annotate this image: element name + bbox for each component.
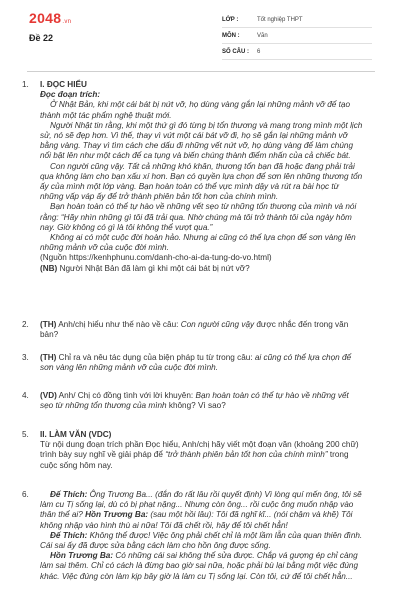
subject-value: Văn [257, 33, 268, 39]
level-tag: (TH) [40, 320, 57, 329]
question-number: 6. [22, 490, 29, 499]
reading-label: Đọc đoạn trích: [40, 90, 101, 100]
meta-divider [222, 43, 372, 44]
question-number: 2. [22, 320, 29, 329]
question-prompt: (NB) Người Nhật Bản đã làm gì khi một cái bát bị nứt vỡ? [40, 263, 250, 273]
speaker-name: Đế Thích: [50, 490, 88, 499]
question-number: 3. [22, 353, 29, 362]
meta-divider [222, 59, 372, 60]
dialogue-line: Đế Thích: Không thể được! Việc ông phải chết chỉ là một lầm lẫn của quan thiên đình. Cái sai ấy đã được sửa bằng cách làm cho hồn ông được sống. [40, 530, 363, 551]
passage-paragraph: Con người cũng vậy. Tất cả những khó khăn, thương tổn bạn đã hoặc đang phải trải qua không làm cho bạn xấu xí hơn. Bạn có quyền lựa chọn để sơn lên những thương tổn ấy của mình một lớp vàng. Bạn hoàn toàn có thể vực mình dậy và rút ra bài học từ những vấp váp ấy để trở thành phiên bản tốt hơn của chính mình. [40, 161, 363, 202]
question-number: 1. [22, 80, 29, 89]
question-body: (TH) Chỉ ra và nêu tác dụng của biện pháp tu từ trong câu: ai cũng có thể lựa chọn để sơn vàng lên những mảnh vỡ của cuộc đời mình. [40, 353, 352, 373]
section-title: I. ĐỌC HIỂU [40, 80, 87, 89]
speaker-name: Hồn Trương Ba: [85, 510, 149, 520]
quoted-text: “trở thành phiên bản tốt hơn của chính mình” [165, 450, 328, 460]
exam-header [0, 0, 400, 72]
class-label: LỚP : [222, 17, 239, 23]
subject-label: MÔN : [222, 33, 240, 39]
passage-paragraph: Người Nhật tin rằng, khi một thứ gì đó từng bị tổn thương và mang trong mình một lịch sử, nó sẽ đẹp hơn. Vì thế, thay vì vứt một cái bát vỡ đi, họ sẽ gắn lại những mảnh vỡ bằng vàng. Thay vì tìm cách che dấu đi những vết nứt vỡ, họ dùng vàng để làm chúng nổi bật lên như một cách để ca tụng và biến chúng thành điểm nhấn của cả chiếc bát. [40, 120, 363, 161]
header-divider [27, 71, 375, 72]
site-logo[interactable]: 2048.vn [29, 10, 72, 26]
speaker-name: Hồn Trương Ba: [50, 551, 114, 561]
question-number: 5. [22, 430, 29, 439]
passage-paragraph: Không ai có một cuộc đời hoàn hảo. Nhưng ai cũng có thể lựa chọn để sơn vàng lên những mảnh vỡ của cuộc đời mình. [40, 233, 356, 253]
passage-source: (Nguồn https://kenhphunu.com/danh-cho-ai-da-tung-do-vo.html) [40, 253, 272, 263]
question-body [40, 490, 364, 582]
meta-divider [222, 27, 372, 28]
quoted-text: Bạn hoàn toàn có thể tự hào về những vết sẹo từ những tổn thương của mình [40, 391, 349, 411]
question-number: 4. [22, 391, 29, 400]
level-tag: (NB) [40, 263, 58, 273]
dialogue-line: Đế Thích: Ông Trương Ba... (đắn đo rất lâu rồi quyết định) Vì lòng quí mến ông, tôi sẽ làm cu Tị sống lại, dù có bị phạt nặng... Nhưng còn ông... rồi cuộc ông muốn nhập vào thân thể ai? Hồn Trương Ba: (sau một hồi lâu): Tôi đã nghĩ kĩ... (nói chậm và khẽ) Tôi không nhập vào hình thù ai nữa! Tôi đã chết rồi, hãy để tôi chết hẳn! [40, 490, 362, 530]
passage-paragraph: Bạn hoàn toàn có thể tự hào về những vết sẹo từ những tổn thương của mình và nói rằng: “Hãy nhìn những gì tôi đã trải qua. Nhờ chúng mà tôi trở thành tôi của ngày hôm nay. Giờ không có gì là tôi không thể vượt qua.” [40, 202, 357, 232]
class-value: Tốt nghiệp THPT [257, 17, 303, 23]
quoted-text: ai cũng có thể lựa chọn để sơn vàng lên những mảnh vỡ của cuộc đời mình. [40, 353, 352, 373]
question-count-label: SỐ CÂU : [222, 49, 249, 55]
question-body: II. LÀM VĂN (VDC) Từ nội dung đoạn trích phần Đọc hiểu, Anh/chị hãy viết một đoạn văn (khoảng 200 chữ) trình bày suy nghĩ về giải pháp để “trở thành phiên bản tốt hơn của chính mình” trong cuộc sống hôm nay. [40, 430, 364, 471]
section-title: II. LÀM VĂN (VDC) [40, 430, 112, 439]
passage-paragraph: Ở Nhật Bản, khi một cái bát bị nứt vỡ, họ dùng vàng gắn lại những mảnh vỡ để tạo thành một tác phẩm nghệ thuật mới. [40, 100, 351, 120]
level-tag: (VD) [40, 391, 57, 400]
question-body: (VD) Anh/ Chị có đồng tình với lời khuyên: Bạn hoàn toàn có thể tự hào về những vết sẹo từ những tổn thương của mình không? Vì sao? [40, 391, 349, 411]
speaker-name: Đế Thích: [50, 530, 88, 540]
dialogue-line: Hồn Trương Ba: Có những cái sai không thể sửa được. Chắp vá gượng ép chỉ càng làm sai thêm. Chỉ có cách là đừng bao giờ sai nữa, hoặc phải bù lại bằng một việc đúng khác. Việc đúng còn làm kịp bây giờ là làm cu Tị sống lại. Còn tôi, cứ để tôi chết hẳn... [40, 551, 358, 581]
question-count-value: 6 [257, 49, 261, 55]
exam-code: Đề 22 [29, 33, 54, 43]
question-body [40, 80, 364, 274]
level-tag: (TH) [40, 353, 57, 362]
question-body: (TH) Anh/chị hiểu như thế nào về câu: Con người cũng vậy được nhắc đến trong văn bản? [40, 320, 349, 340]
quoted-text: Con người cũng vậy [180, 320, 255, 329]
